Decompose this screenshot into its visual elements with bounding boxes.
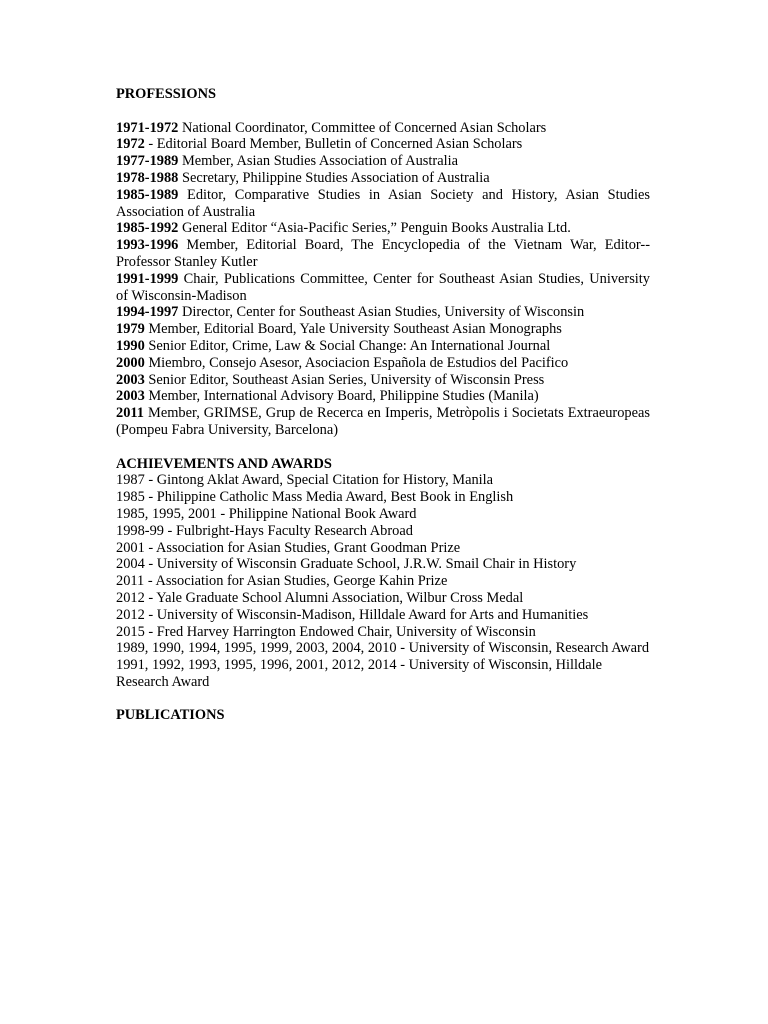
profession-entry: [116, 237, 650, 271]
profession-year: 2003: [116, 388, 145, 405]
award-entry: 2001 - Association for Asian Studies, Grant Goodman Prize: [116, 539, 461, 556]
profession-entry: [116, 405, 650, 439]
achievements-heading: ACHIEVEMENTS AND AWARDS: [116, 455, 332, 472]
profession-text: Member, Asian Studies Association of Australia: [178, 153, 458, 170]
profession-year: 1985-1989: [116, 186, 179, 203]
profession-text: Member, GRIMSE, Grup de Recerca en Imperis, Metròpolis i Societats Extraeuropeas (Pompeu Fabra University, Barcelona): [116, 405, 650, 438]
professions-list: [116, 120, 650, 439]
profession-entry: [116, 388, 650, 405]
profession-year: 2003: [116, 371, 145, 388]
profession-year: 2000: [116, 354, 145, 371]
profession-text: Director, Center for Southeast Asian Studies, University of Wisconsin: [178, 304, 585, 321]
award-entry: 2012 - University of Wisconsin-Madison, Hilldale Award for Arts and Humanities: [116, 606, 589, 623]
profession-entry: [116, 321, 650, 338]
profession-entry: [116, 355, 650, 372]
profession-entry: [116, 187, 650, 221]
profession-entry: [116, 170, 650, 187]
achievements-list: [116, 472, 650, 690]
profession-year: 1994-1997: [116, 304, 179, 321]
profession-text: National Coordinator, Committee of Concerned Asian Scholars: [178, 119, 547, 136]
profession-entry: [116, 120, 650, 137]
spacer: [116, 103, 650, 120]
profession-text: Senior Editor, Southeast Asian Series, University of Wisconsin Press: [144, 371, 545, 388]
profession-entry: [116, 271, 650, 305]
profession-year: 1985-1992: [116, 220, 179, 237]
profession-year: 1978-1988: [116, 169, 179, 186]
profession-year: 1990: [116, 337, 145, 354]
profession-entry: [116, 153, 650, 170]
award-entry: 2011 - Association for Asian Studies, George Kahin Prize: [116, 573, 448, 590]
award-entry: 1987 - Gintong Aklat Award, Special Citation for History, Manila: [116, 472, 494, 489]
profession-text: Chair, Publications Committee, Center for Southeast Asian Studies, University of Wisconsin-Madison: [116, 270, 650, 304]
profession-text: General Editor “Asia-Pacific Series,” Penguin Books Australia Ltd.: [178, 220, 571, 237]
profession-text: - Editorial Board Member, Bulletin of Concerned Asian Scholars: [144, 136, 523, 153]
award-entry: 1985 - Philippine Catholic Mass Media Award, Best Book in English: [116, 489, 514, 506]
profession-year: 1993-1996: [116, 237, 179, 254]
profession-entry: [116, 338, 650, 355]
profession-text: Member, Editorial Board, The Encyclopedia of the Vietnam War, Editor--Professor Stanley Kutler: [116, 237, 650, 270]
profession-entry: [116, 304, 650, 321]
award-entry: 1985, 1995, 2001 - Philippine National Book Award: [116, 505, 417, 522]
document-page: [116, 86, 650, 724]
profession-entry: [116, 220, 650, 237]
profession-year: 1977-1989: [116, 153, 179, 170]
profession-text: Miembro, Consejo Asesor, Asociacion Española de Estudios del Pacifico: [144, 354, 569, 371]
profession-entry: [116, 372, 650, 389]
profession-text: Member, International Advisory Board, Philippine Studies (Manila): [144, 388, 539, 405]
profession-year: 2011: [116, 405, 144, 422]
spacer: [116, 691, 650, 708]
spacer: [116, 439, 650, 456]
profession-year: 1979: [116, 321, 145, 338]
profession-text: Member, Editorial Board, Yale University Southeast Asian Monographs: [144, 321, 562, 338]
award-entry: 2004 - University of Wisconsin Graduate School, J.R.W. Smail Chair in History: [116, 556, 577, 573]
award-entry: 2015 - Fred Harvey Harrington Endowed Chair, University of Wisconsin: [116, 623, 536, 640]
publications-heading: PUBLICATIONS: [116, 707, 225, 724]
professions-heading: PROFESSIONS: [116, 86, 216, 102]
award-entry: 1998-99 - Fulbright-Hays Faculty Research Abroad: [116, 522, 413, 539]
profession-text: Senior Editor, Crime, Law & Social Change: An International Journal: [144, 337, 551, 354]
profession-text: Editor, Comparative Studies in Asian Society and History, Asian Studies Association of Australia: [116, 186, 650, 220]
award-entry: 2012 - Yale Graduate School Alumni Association, Wilbur Cross Medal: [116, 589, 524, 606]
profession-year: 1991-1999: [116, 270, 179, 287]
profession-text: Secretary, Philippine Studies Association of Australia: [178, 169, 490, 186]
profession-year: 1972: [116, 136, 145, 153]
profession-entry: [116, 136, 650, 153]
profession-year: 1971-1972: [116, 119, 179, 136]
award-entry: 1991, 1992, 1993, 1995, 1996, 2001, 2012, 2014 - University of Wisconsin, Hilldale Research Award: [116, 657, 603, 690]
award-entry: 1989, 1990, 1994, 1995, 1999, 2003, 2004, 2010 - University of Wisconsin, Research Award: [116, 640, 650, 657]
